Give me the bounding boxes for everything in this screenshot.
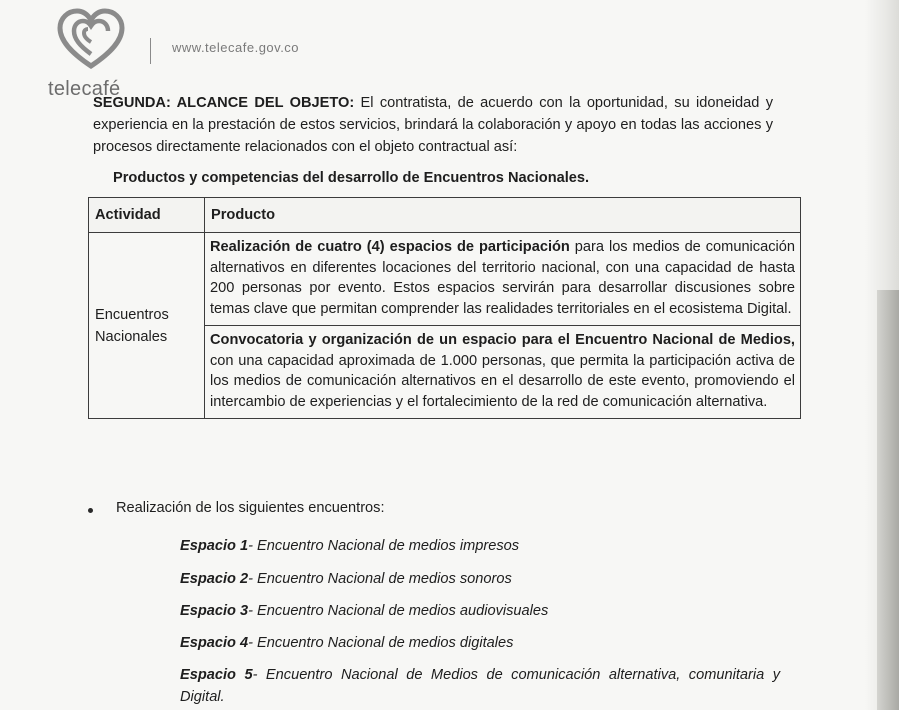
section-body: El contratista, de acuerdo con la oportunidad, su idoneidad y experiencia en la prestación de estos servicios, brindará la colaboración y apoyo en todas las acciones y procesos directamente relacionados con el objeto contractual así: xyxy=(93,95,773,155)
header-actividad: Actividad xyxy=(89,198,205,233)
telecafe-logo xyxy=(40,8,150,100)
espacio-desc: - Encuentro Nacional de medios digitales xyxy=(248,635,514,651)
header-url: www.telecafe.gov.co xyxy=(172,40,300,55)
espacio-name: Espacio 1 xyxy=(180,538,249,554)
espacio-item-4 xyxy=(180,635,780,651)
espacio-desc: - Encuentro Nacional de Medios de comunicación alternativa, comunitaria y Digital. xyxy=(180,667,780,705)
bullet-text: Realización de los siguientes encuentros: xyxy=(116,500,385,516)
product-2-text: con una capacidad aproximada de 1.000 personas, que permita la participación activa de los medios de comunicación alternativos en el desarrollo de este evento, promoviendo el intercambio de experiencias y el fortalecimiento de la red de comunicación alternativa. xyxy=(210,352,795,410)
product-cell-2 xyxy=(205,326,801,419)
espacio-name: Espacio 4 xyxy=(180,635,249,651)
scope-paragraph xyxy=(93,92,773,158)
products-table xyxy=(88,197,801,419)
product-1-text: para los medios de comunicación alternativos en diferentes locaciones del territorio nacional, con una capacidad de hasta 200 personas por evento. Estos espacios servirán para desarrollar discusiones sobre temas clave que permitan comprender las realidades territoriales en el ecosistema Digital. xyxy=(210,239,795,317)
header-divider xyxy=(150,38,151,64)
product-1-title: Realización de cuatro (4) espacios de participación xyxy=(210,239,570,255)
product-cell-1 xyxy=(205,233,801,326)
espacio-desc: - Encuentro Nacional de medios audiovisuales xyxy=(248,603,549,619)
espacio-desc: - Encuentro Nacional de medios impresos xyxy=(248,538,520,554)
espacio-desc: - Encuentro Nacional de medios sonoros xyxy=(248,571,512,587)
scan-page-shadow xyxy=(877,290,899,710)
espacio-name: Espacio 5 xyxy=(180,667,253,683)
table-title: Productos y competencias del desarrollo de Encuentros Nacionales. xyxy=(113,170,590,186)
product-2-title: Convocatoria y organización de un espacio para el Encuentro Nacional de Medios, xyxy=(210,332,795,348)
telecafe-heart-icon xyxy=(56,8,126,72)
bullet-dot-icon xyxy=(88,508,93,513)
espacio-name: Espacio 3 xyxy=(180,603,249,619)
espacio-item-3 xyxy=(180,603,780,619)
table-header-row xyxy=(89,198,801,233)
section-lead: SEGUNDA: ALCANCE DEL OBJETO: xyxy=(93,95,355,111)
espacio-item-5 xyxy=(180,664,780,708)
table-row xyxy=(89,233,801,326)
logo-wordmark: telecafé xyxy=(48,78,121,100)
espacio-item-2 xyxy=(180,571,780,587)
header-producto: Producto xyxy=(205,198,801,233)
activity-cell: Encuentros Nacionales xyxy=(89,233,205,419)
espacio-item-1 xyxy=(180,538,780,554)
espacio-name: Espacio 2 xyxy=(180,571,249,587)
